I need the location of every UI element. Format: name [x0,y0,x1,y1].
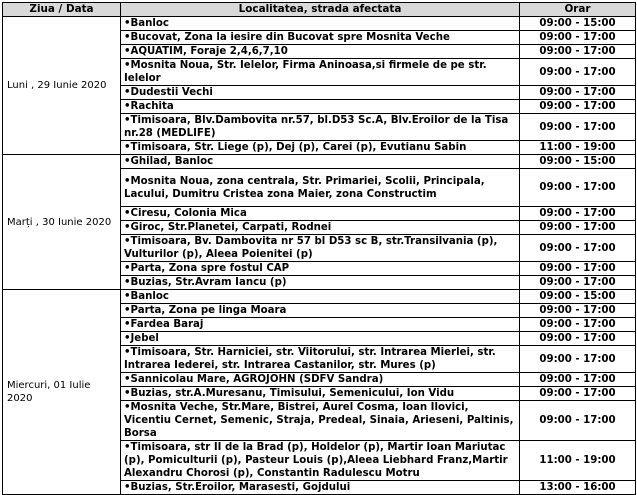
schedule-cell: 09:00 - 17:00 [520,387,636,401]
location-cell: •Rachita [121,100,520,114]
column-header-day: Ziua / Data [3,3,121,17]
location-cell: •Timisoara, Str. Harniciei, str. Viitorului, str. Intrarea Mierlei, str. Intrarea Iederei, str. Intrarea Castanilor, str. Mures (p) [121,346,520,373]
location-cell: •Timisoara, Str. Liege (p), Dej (p), Carei (p), Evutianu Sabin [121,141,520,155]
schedule-cell: 09:00 - 17:00 [520,59,636,86]
column-header-schedule: Orar [520,3,636,17]
location-cell: •Timisoara, Blv.Dambovita nr.57, bl.D53 Sc.A, Blv.Eroilor de la Tisa nr.28 (MEDLIFE) [121,114,520,141]
schedule-cell: 09:00 - 17:00 [520,276,636,290]
location-cell: •AQUATIM, Foraje 2,4,6,7,10 [121,45,520,59]
schedule-cell: 09:00 - 17:00 [520,169,636,207]
location-cell: •Fardea Baraj [121,318,520,332]
schedule-cell: 09:00 - 17:00 [520,207,636,221]
schedule-cell: 09:00 - 17:00 [520,100,636,114]
schedule-cell: 09:00 - 17:00 [520,235,636,262]
table-header-row [3,3,636,17]
schedule-cell: 11:00 - 19:00 [520,141,636,155]
schedule-cell: 13:00 - 16:00 [520,481,636,495]
location-cell: •Parta, Zona pe linga Moara [121,304,520,318]
location-cell: •Sannicolau Mare, AGROJOHN (SDFV Sandra) [121,373,520,387]
schedule-cell: 11:00 - 19:00 [520,441,636,481]
schedule-cell: 09:00 - 17:00 [520,304,636,318]
schedule-cell: 09:00 - 17:00 [520,31,636,45]
day-cell: Marți , 30 Iunie 2020 [3,155,121,290]
location-cell: •Ciresu, Colonia Mica [121,207,520,221]
location-cell: •Timisoara, str II de la Brad (p), Holdelor (p), Martir Ioan Mariutac (p), Pomiculturii (p), Pasteur Louis (p),Aleea Liebhard Franz,Martir Alexandru Chorosi (p), Constantin Radulescu Motru [121,441,520,481]
location-cell: •Banloc [121,17,520,31]
table-body [3,17,636,495]
schedule-cell: 09:00 - 17:00 [520,346,636,373]
location-cell: •Buzias, Str.Eroilor, Marasesti, Gojdului [121,481,520,495]
location-cell: •Timisoara, Bv. Dambovita nr 57 bl D53 sc B, str.Transilvania (p), Vulturilor (p), Aleea Poienitei (p) [121,235,520,262]
schedule-cell: 09:00 - 17:00 [520,114,636,141]
location-cell: •Parta, Zona spre fostul CAP [121,262,520,276]
day-cell: Miercuri, 01 Iulie 2020 [3,290,121,495]
location-cell: •Ghilad, Banloc [121,155,520,169]
location-cell: •Mosnita Noua, zona centrala, Str. Primariei, Scolii, Principala, Lacului, Dumitru Cristea zona Maier, zona Constructim [121,169,520,207]
schedule-cell: 09:00 - 15:00 [520,290,636,304]
location-cell: •Bucovat, Zona la iesire din Bucovat spre Mosnita Veche [121,31,520,45]
location-cell: •Mosnita Veche, Str.Mare, Bistrei, Aurel Cosma, Ioan Ilovici, Vicentiu Cernet, Semenic, Straja, Predeal, Sinaia, Arieseni, Paltinis, Borsa [121,401,520,441]
table-row [3,17,636,31]
location-cell: •Banloc [121,290,520,304]
schedule-cell: 09:00 - 17:00 [520,86,636,100]
location-cell: •Buzias, Str.Avram Iancu (p) [121,276,520,290]
location-cell: •Jebel [121,332,520,346]
table-row [3,155,636,169]
table-row [3,290,636,304]
schedule-cell: 09:00 - 17:00 [520,373,636,387]
location-cell: •Mosnita Noua, Str. Ielelor, Firma Aninoasa,si firmele de pe str. Ielelor [121,59,520,86]
schedule-cell: 09:00 - 15:00 [520,155,636,169]
schedule-cell: 09:00 - 17:00 [520,318,636,332]
outage-schedule [2,2,636,495]
schedule-cell: 09:00 - 17:00 [520,221,636,235]
location-cell: •Buzias, str.A.Muresanu, Timisului, Semenicului, Ion Vidu [121,387,520,401]
schedule-cell: 09:00 - 17:00 [520,332,636,346]
schedule-cell: 09:00 - 17:00 [520,401,636,441]
schedule-cell: 09:00 - 17:00 [520,262,636,276]
day-cell: Luni , 29 Iunie 2020 [3,17,121,155]
location-cell: •Giroc, Str.Planetei, Carpati, Rodnei [121,221,520,235]
schedule-cell: 09:00 - 15:00 [520,17,636,31]
schedule-cell: 09:00 - 17:00 [520,45,636,59]
outage-table [2,2,636,495]
location-cell: •Dudestii Vechi [121,86,520,100]
column-header-location: Localitatea, strada afectata [121,3,520,17]
